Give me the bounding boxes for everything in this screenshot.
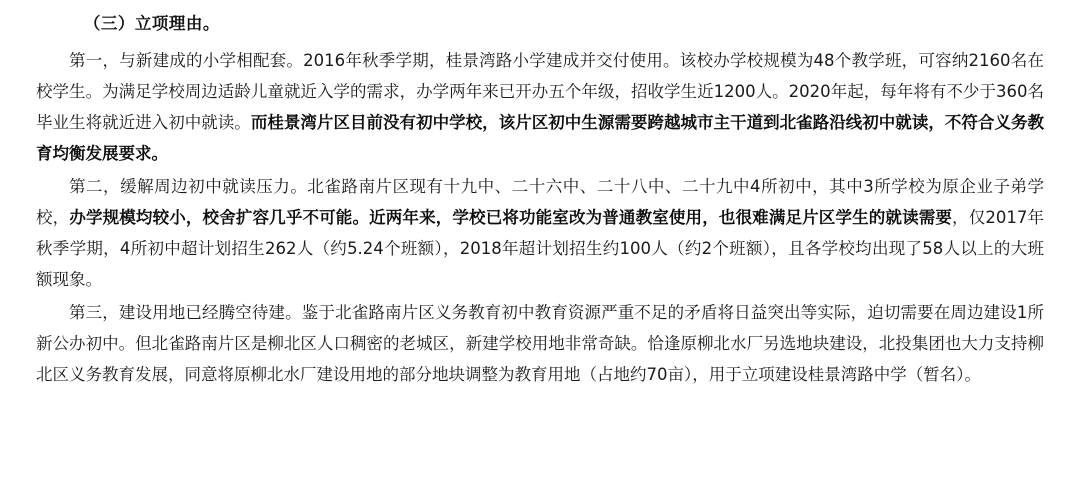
text-run: 第一，与新建成的小学相配套。2016年秋季学期，桂景湾路小学建成并交付使用。该校办学校规模为48个教学班，可容纳2160名在校学生。为满足学校周边适龄儿童就近入学的需求，办学两年来已开办五个年级，招收学生近1200人。2020年起，每年将有不少于360名毕业生将就近进入初中就读。 (36, 51, 1044, 132)
document-body (36, 8, 1044, 390)
para-2 (36, 171, 1044, 295)
text-run: 第三，建设用地已经腾空待建。鉴于北雀路南片区义务教育初中教育资源严重不足的矛盾将日益突出等实际，迫切需要在周边建设1所新公办初中。但北雀路南片区是柳北区人口稠密的老城区，新建学校用地非常奇缺。恰逢原柳北水厂另选地块建设，北投集团也大力支持柳北区义务教育发展，同意将原柳北水厂建设用地的部分地块调整为教育用地（占地约70亩），用于立项建设桂景湾路中学（暂名）。 (36, 303, 1044, 384)
emphasis-run: 办学规模均较小，校舍扩容几乎不可能。近两年来，学校已将功能室改为普通教室使用，也很难满足片区学生的就读需要 (69, 208, 953, 227)
emphasis-run: 而桂景湾片区目前没有初中学校，该片区初中生源需要跨越城市主干道到北雀路沿线初中就读，不符合义务教育均衡发展要求。 (36, 113, 1045, 163)
section-heading: （三）立项理由。 (83, 14, 220, 33)
para-1 (36, 45, 1044, 169)
text-run: ，仅2017年秋季学期，4所初中超计划招生262人（约5.24个班额），2018年超计划招生约100人（约2个班额），且各学校均出现了58人以上的大班额现象。 (36, 208, 1045, 289)
text-run: 第二，缓解周边初中就读压力。北雀路南片区现有十九中、二十六中、二十八中、二十九中4所初中，其中3所学校为原企业子弟学校， (36, 177, 1044, 227)
para-3 (36, 297, 1044, 390)
paragraph-container (36, 45, 1044, 390)
